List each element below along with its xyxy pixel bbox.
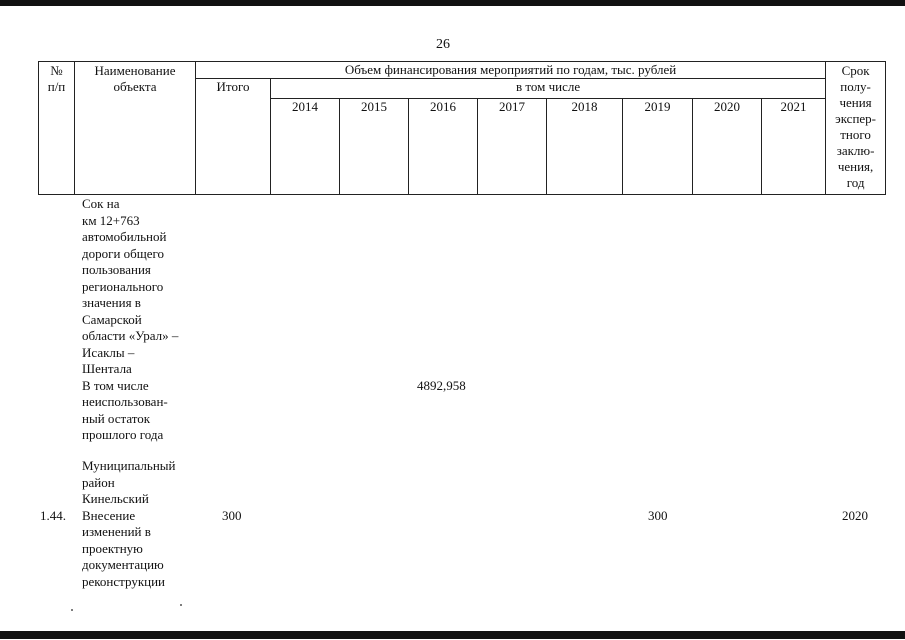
- row-2-number: 1.44.: [40, 508, 66, 523]
- row-2-value-2019: 300: [648, 508, 668, 523]
- row-1-name: Сок на км 12+763 автомобильной дороги общего пользования регионального значения в Самарской области «Урал» – Исаклы – Шентала В том числе неиспользован- ный остаток прошлого года: [82, 196, 179, 442]
- row-1-value-2016: 4892,958: [417, 378, 466, 393]
- row-2-total: 300: [222, 508, 242, 523]
- header-year: 2014: [271, 99, 340, 195]
- row-2-name: Муниципальный район Кинельский Внесение изменений в проектную документацию реконструкции: [82, 458, 176, 589]
- header-year: 2016: [409, 99, 478, 195]
- header-col-term: Срок полу- чения экспер- тного заклю- чения, год: [826, 62, 886, 195]
- header-col-financing: Объем финансирования мероприятий по годам, тыс. рублей: [196, 62, 826, 79]
- header-col-name: Наименование объекта: [75, 62, 196, 195]
- header-year: 2021: [762, 99, 826, 195]
- header-year: 2019: [623, 99, 693, 195]
- table-header: [38, 61, 886, 195]
- header-col-number: № п/п: [39, 62, 75, 195]
- scan-speck: [71, 609, 73, 611]
- header-year: 2015: [340, 99, 409, 195]
- bottom-border-rule: [0, 631, 905, 639]
- header-col-including: в том числе: [271, 79, 826, 99]
- header-col-total: Итого: [196, 79, 271, 195]
- header-year: 2017: [478, 99, 547, 195]
- row-2-term: 2020: [842, 508, 868, 523]
- scan-speck: [180, 604, 182, 606]
- header-year: 2020: [693, 99, 762, 195]
- header-year: 2018: [547, 99, 623, 195]
- top-border-rule: [0, 0, 905, 6]
- page-number: 26: [436, 37, 450, 52]
